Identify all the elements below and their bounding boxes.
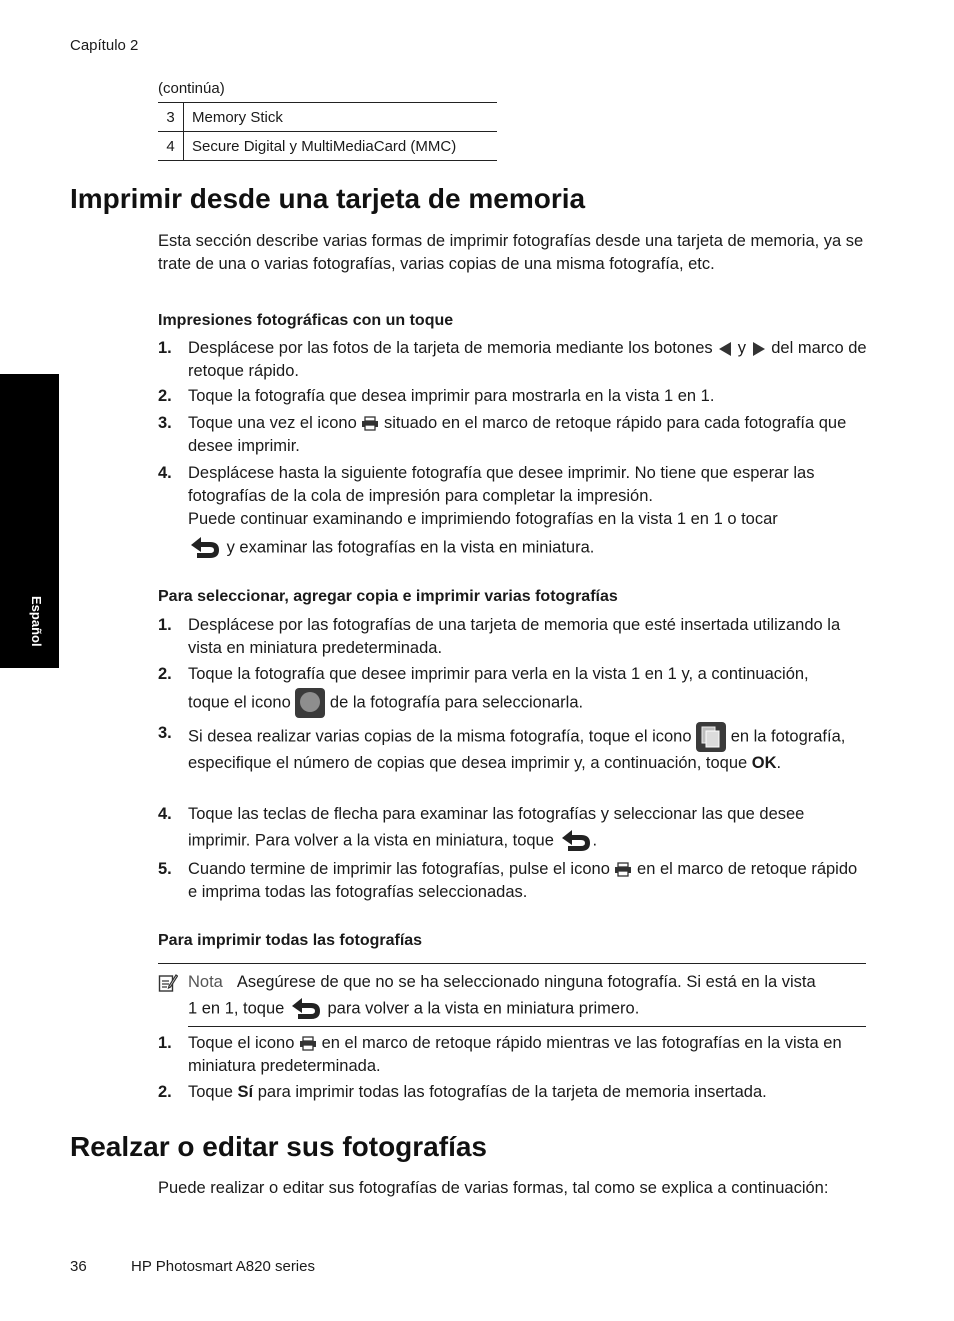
table-row bbox=[158, 103, 497, 132]
list-item bbox=[158, 1032, 870, 1077]
list-number: 4. bbox=[158, 805, 172, 823]
note-top-rule bbox=[158, 963, 866, 964]
item-text: . bbox=[776, 754, 782, 772]
memory-card-table bbox=[158, 102, 497, 161]
list-item bbox=[158, 337, 870, 382]
list-item bbox=[158, 722, 870, 775]
list-number: 2. bbox=[158, 665, 172, 683]
list-item bbox=[158, 663, 870, 718]
list-number: 1. bbox=[158, 1034, 172, 1052]
item-text-bold: OK bbox=[751, 754, 777, 772]
subsection-title: Para imprimir todas las fotografías bbox=[158, 932, 423, 949]
copies-icon bbox=[696, 722, 726, 752]
item-text: para imprimir todas las fotografías de la tarjeta de memoria insertada. bbox=[253, 1083, 767, 1101]
item-text: Desplácese por las fotos de la tarjeta de memoria mediante los botones bbox=[188, 339, 718, 357]
table-continued-label: (continúa) bbox=[158, 80, 225, 97]
item-text: Toque bbox=[188, 1083, 238, 1101]
item-text: Toque la fotografía que desea imprimir para mostrarla en la vista 1 en 1. bbox=[188, 387, 715, 405]
table-row bbox=[158, 132, 497, 161]
note-label: Nota bbox=[188, 973, 223, 991]
item-text: y bbox=[733, 339, 751, 357]
item-text: Toque el icono bbox=[188, 1034, 299, 1052]
item-text: situado en el marco de retoque rápido para cada fotografía que desee imprimir. bbox=[188, 414, 847, 455]
back-icon bbox=[289, 996, 323, 1022]
item-text: toque el icono bbox=[188, 692, 296, 711]
back-icon bbox=[559, 828, 593, 854]
item-text: en la fotografía, especifique el número de copias que desea imprimir y, a continuación, toque bbox=[188, 727, 846, 772]
list-item bbox=[158, 858, 870, 903]
list-number: 2. bbox=[158, 387, 172, 405]
item-text-bold: Sí bbox=[237, 1083, 254, 1101]
item-text: Si desea realizar varias copias de la misma fotografía, toque el icono bbox=[188, 727, 697, 746]
list-item bbox=[158, 412, 870, 457]
item-text: y examinar las fotografías en la vista en miniatura. bbox=[222, 537, 595, 556]
table-cell-num: 3 bbox=[158, 103, 184, 132]
item-text: imprimir. Para volver a la vista en miniatura, toque bbox=[188, 830, 559, 849]
note-text: 1 en 1, toque bbox=[188, 998, 289, 1017]
list-number: 3. bbox=[158, 414, 172, 432]
list-number: 5. bbox=[158, 860, 172, 878]
item-text: Toque las teclas de flecha para examinar las fotografías y seleccionar las que desee bbox=[188, 805, 805, 823]
language-side-label: Español bbox=[29, 596, 44, 647]
list-item bbox=[158, 614, 870, 659]
list-number: 1. bbox=[158, 339, 172, 357]
footer-product: HP Photosmart A820 series bbox=[131, 1258, 315, 1275]
item-text: de la fotografía para seleccionarla. bbox=[325, 692, 584, 711]
item-text: Puede continuar examinando e imprimiendo fotografías en la vista 1 en 1 o tocar bbox=[188, 510, 778, 528]
section-title: Realzar o editar sus fotografías bbox=[70, 1131, 488, 1162]
note-box bbox=[158, 971, 866, 1022]
item-text: en el marco de retoque rápido mientras ve las fotografías en la vista en miniatura predeterminada. bbox=[188, 1034, 842, 1075]
chapter-label: Capítulo 2 bbox=[70, 37, 139, 54]
note-icon bbox=[158, 973, 178, 993]
page-number: 36 bbox=[70, 1258, 87, 1275]
note-text: para volver a la vista en miniatura primero. bbox=[322, 998, 640, 1017]
select-circle-icon bbox=[295, 688, 325, 718]
item-text: Toque la fotografía que desee imprimir para verla en la vista 1 en 1 y, a continuación, bbox=[188, 665, 809, 683]
list-number: 4. bbox=[158, 464, 172, 482]
note-bottom-rule bbox=[188, 1026, 866, 1027]
section-title: Imprimir desde una tarjeta de memoria bbox=[70, 183, 586, 214]
item-text: Toque una vez el icono bbox=[188, 414, 362, 432]
list-number: 2. bbox=[158, 1083, 172, 1101]
item-text: Desplácese por las fotografías de una tarjeta de memoria que esté insertada utilizando la vista en miniatura predeterminada. bbox=[188, 616, 841, 657]
table-cell-num: 4 bbox=[158, 132, 184, 161]
list-number: 3. bbox=[158, 724, 172, 742]
item-text: del marco de retoque rápido. bbox=[188, 339, 867, 380]
section-intro: Esta sección describe varias formas de imprimir fotografías desde una tarjeta de memoria, ya se trate de una o varias fotografías, varias copias de una misma fotografía, etc. bbox=[158, 232, 864, 273]
print-icon bbox=[361, 416, 379, 431]
subsection-title: Impresiones fotográficas con un toque bbox=[158, 312, 454, 329]
print-icon bbox=[299, 1036, 317, 1051]
item-text: . bbox=[592, 830, 598, 849]
back-icon bbox=[188, 535, 222, 561]
list-number: 1. bbox=[158, 616, 172, 634]
print-icon bbox=[614, 862, 632, 877]
table-cell-text: Memory Stick bbox=[184, 103, 498, 132]
arrow-right-icon bbox=[751, 341, 767, 357]
item-text: Cuando termine de imprimir las fotografías, pulse el icono bbox=[188, 860, 615, 878]
note-text: Asegúrese de que no se ha seleccionado ninguna fotografía. Si está en la vista bbox=[236, 973, 816, 991]
list-item bbox=[158, 803, 870, 854]
list-item bbox=[158, 462, 870, 561]
arrow-left-icon bbox=[717, 341, 733, 357]
table-cell-text: Secure Digital y MultiMediaCard (MMC) bbox=[184, 132, 498, 161]
item-text: Desplácese hasta la siguiente fotografía que desee imprimir. No tiene que esperar las fotografías de la cola de impresión para completar la impresión. bbox=[188, 464, 815, 505]
item-text: en el marco de retoque rápido e imprima todas las fotografías seleccionadas. bbox=[188, 860, 858, 901]
subsection-title: Para seleccionar, agregar copia e imprimir varias fotografías bbox=[158, 588, 618, 605]
list-item bbox=[158, 385, 870, 408]
list-item bbox=[158, 1081, 870, 1104]
section-intro: Puede realizar o editar sus fotografías de varias formas, tal como se explica a continuación: bbox=[158, 1179, 829, 1197]
